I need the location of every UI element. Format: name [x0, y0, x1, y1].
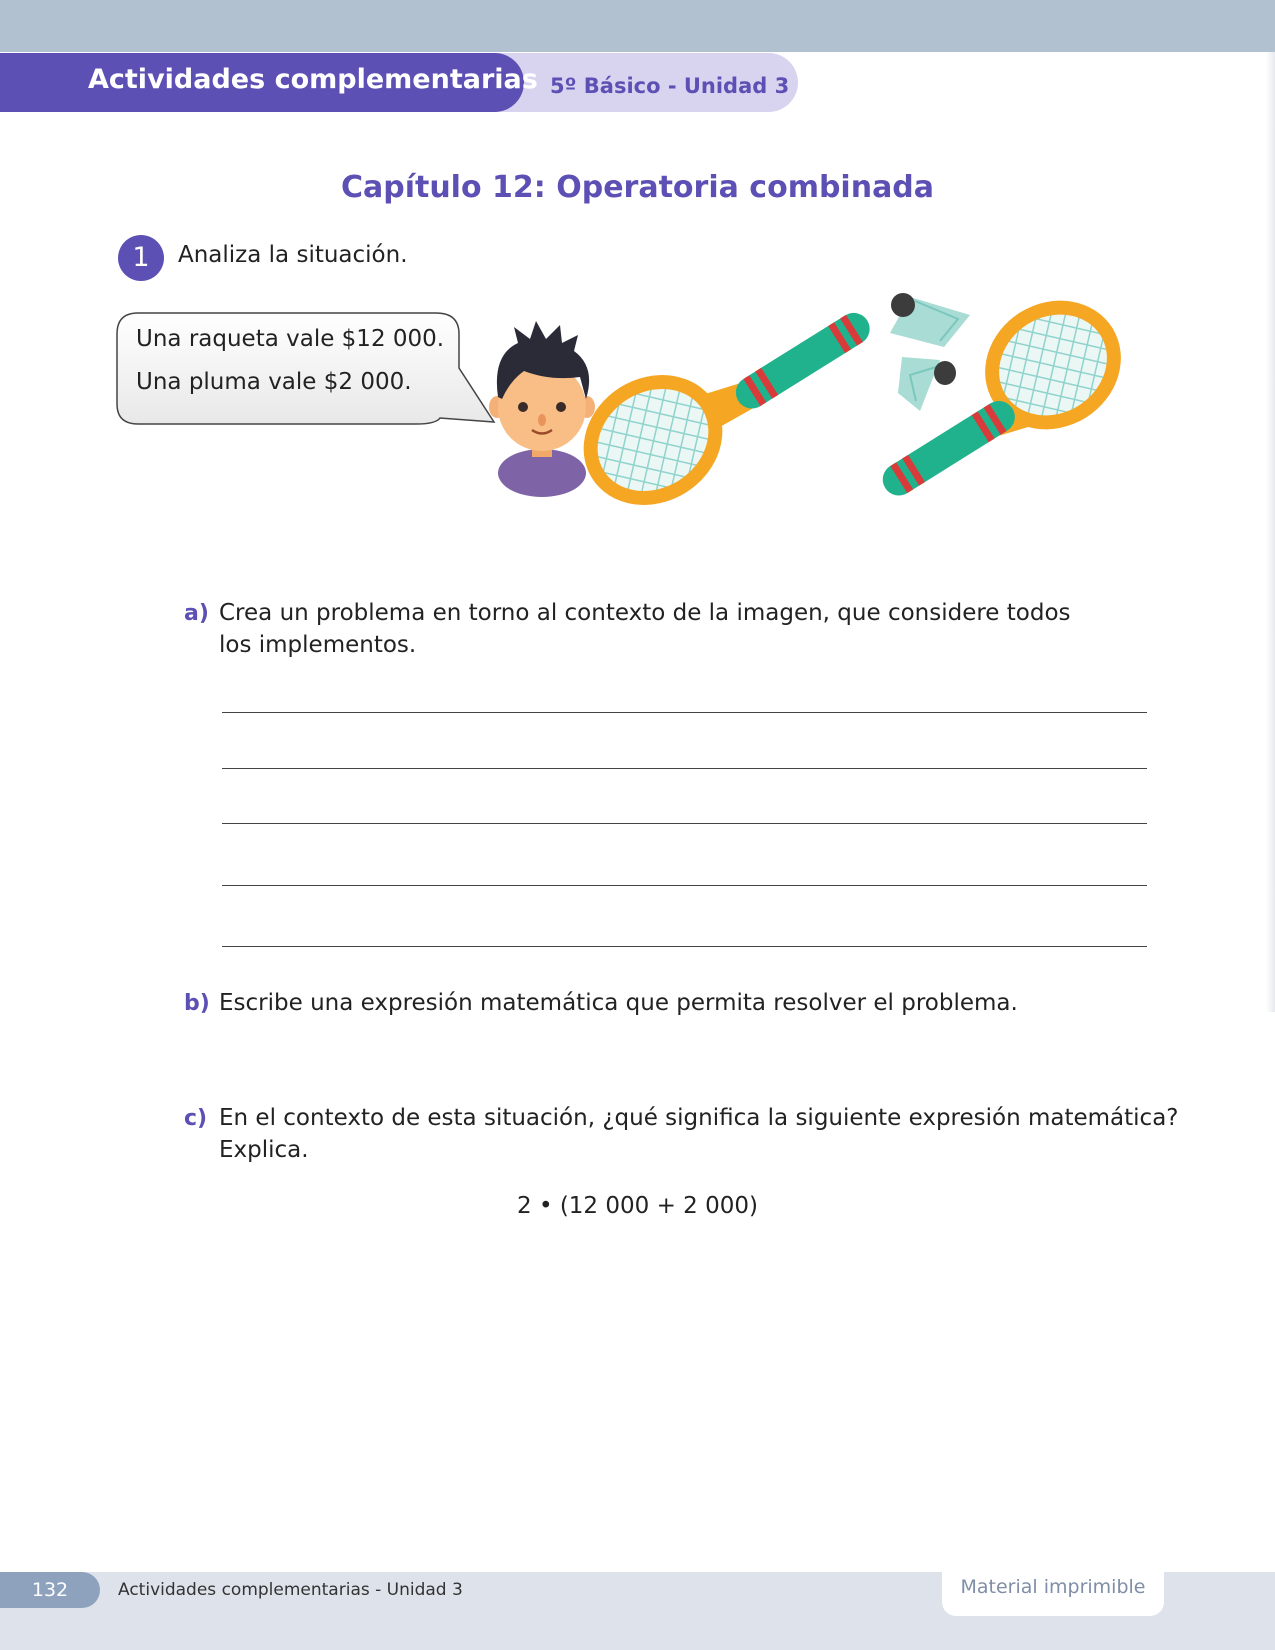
printable-tab-label: Material imprimible — [960, 1576, 1146, 1598]
question-c-letter: c) — [184, 1106, 208, 1131]
chapter-title: Capítulo 12: Operatoria combinada — [340, 170, 935, 205]
math-expression: 2 • (12 000 + 2 000) — [517, 1193, 758, 1219]
activity-instruction: Analiza la situación. — [178, 242, 408, 268]
shuttlecock-middle-icon — [898, 357, 956, 411]
racket-left-icon — [559, 307, 876, 531]
answer-line-3[interactable] — [222, 823, 1147, 824]
question-a-line2: los implementos. — [219, 632, 417, 658]
question-c-line1: En el contexto de esta situación, ¿qué significa la siguiente expresión matemática? — [219, 1105, 1179, 1131]
badminton-illustration — [470, 285, 1190, 545]
speech-line-racket: Una raqueta vale $12 000. — [136, 326, 445, 352]
section-title: Actividades complementarias — [88, 64, 538, 95]
grade-unit-label: 5º Básico - Unidad 3 — [550, 74, 790, 98]
boy-avatar — [489, 321, 595, 497]
answer-line-5[interactable] — [222, 946, 1147, 947]
top-band — [0, 0, 1275, 52]
activity-number: 1 — [118, 235, 164, 281]
footer-text: Actividades complementarias - Unidad 3 — [118, 1580, 463, 1600]
question-a-line1: Crea un problema en torno al contexto de la imagen, que considere todos — [219, 600, 1071, 626]
question-c-line2: Explica. — [219, 1137, 309, 1163]
question-a-letter: a) — [184, 601, 209, 626]
shuttlecock-top-icon — [890, 293, 970, 347]
answer-line-4[interactable] — [222, 885, 1147, 886]
question-b-text: Escribe una expresión matemática que permita resolver el problema. — [219, 990, 1018, 1016]
speech-line-shuttlecock: Una pluma vale $2 000. — [136, 369, 412, 395]
page-number: 132 — [0, 1572, 100, 1608]
question-b-letter: b) — [184, 991, 210, 1016]
answer-line-2[interactable] — [222, 768, 1147, 769]
answer-line-1[interactable] — [222, 712, 1147, 713]
